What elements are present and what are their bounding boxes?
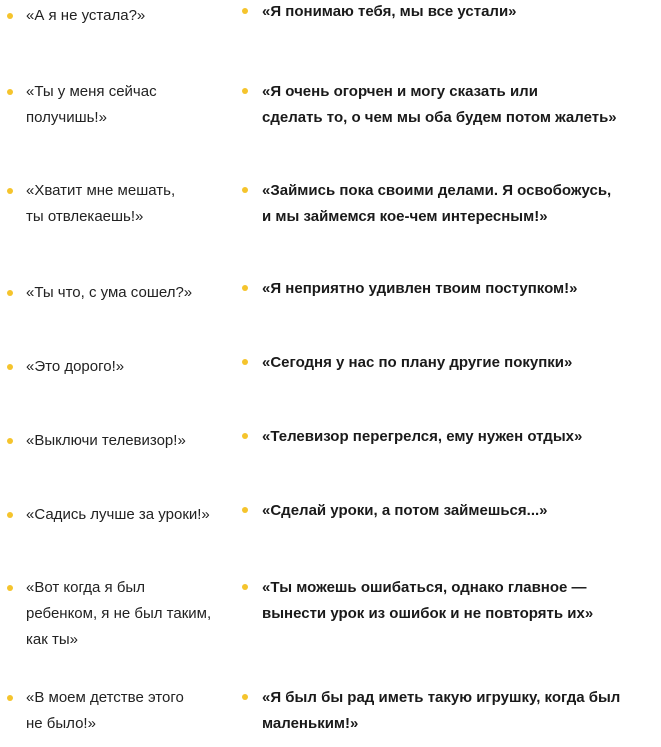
text-line: получишь!» [26, 109, 107, 126]
phrase-to-use-text [262, 575, 593, 627]
text-line: как ты» [26, 631, 78, 648]
bullet-dot-icon [7, 438, 13, 444]
text-line: «Телевизор перегрелся, ему нужен отдых» [262, 428, 583, 445]
phrase-to-use-text [262, 498, 548, 524]
text-line: ребенком, я не был таким, [26, 605, 212, 622]
text-line: «Я был бы рад иметь такую игрушку, когда был [262, 689, 621, 706]
text-line: вынести урок из ошибок и не повторять их» [262, 605, 594, 622]
text-line: маленьким!» [262, 715, 359, 732]
phrase-to-avoid-text [26, 685, 184, 737]
text-line: «Ты можешь ошибаться, однако главное — [262, 579, 587, 596]
phrase-to-avoid-text [26, 354, 124, 380]
bullet-dot-icon [7, 695, 13, 701]
text-line: и мы займемся кое-чем интересным!» [262, 208, 548, 225]
text-line: «Займись пока своими делами. Я освобожусь, [262, 182, 612, 199]
phrase-to-avoid-text [26, 3, 145, 29]
text-line: «Выключи телевизор!» [26, 432, 186, 449]
bullet-dot-icon [242, 359, 248, 365]
phrase-to-avoid-text [26, 428, 186, 454]
text-line: «Я очень огорчен и могу сказать или [262, 83, 538, 100]
bullet-dot-icon [242, 507, 248, 513]
phrase-to-use-text [262, 79, 617, 131]
bullet-dot-icon [242, 285, 248, 291]
phrase-to-use-text [262, 685, 620, 737]
phrase-to-use-text [262, 424, 582, 450]
text-line: «Ты что, с ума сошел?» [26, 284, 193, 301]
text-line: «Я понимаю тебя, мы все устали» [262, 3, 517, 20]
text-line: «Сделай уроки, а потом займешься...» [262, 502, 548, 519]
bullet-dot-icon [7, 13, 13, 19]
bullet-dot-icon [242, 187, 248, 193]
text-line: «Сегодня у нас по плану другие покупки» [262, 354, 573, 371]
phrase-to-avoid-text [26, 178, 175, 230]
bullet-dot-icon [7, 89, 13, 95]
bullet-dot-icon [7, 290, 13, 296]
bullet-dot-icon [7, 585, 13, 591]
text-line: «А я не устала?» [26, 7, 146, 24]
phrase-to-use-text [262, 276, 577, 302]
bullet-dot-icon [7, 512, 13, 518]
phrase-to-use-text [262, 178, 611, 230]
phrase-to-avoid-text [26, 575, 211, 653]
text-line: «Хватит мне мешать, [26, 182, 176, 199]
text-line: «Я неприятно удивлен твоим поступком!» [262, 280, 578, 297]
bullet-dot-icon [242, 88, 248, 94]
text-line: «Садись лучше за уроки!» [26, 506, 210, 523]
text-line: «Это дорого!» [26, 358, 125, 375]
phrase-to-avoid-text [26, 280, 192, 306]
text-line: «Ты у меня сейчас [26, 83, 157, 100]
phrase-to-use-text [262, 350, 572, 376]
phrase-to-use-text [262, 0, 517, 25]
bullet-dot-icon [7, 364, 13, 370]
text-line: ты отвлекаешь!» [26, 208, 144, 225]
text-line: не было!» [26, 715, 96, 732]
text-line: сделать то, о чем мы оба будем потом жалеть» [262, 109, 617, 126]
phrase-to-avoid-text [26, 502, 210, 528]
phrase-to-avoid-text [26, 79, 157, 131]
bullet-dot-icon [242, 694, 248, 700]
bullet-dot-icon [7, 188, 13, 194]
text-line: «Вот когда я был [26, 579, 145, 596]
text-line: «В моем детстве этого [26, 689, 184, 706]
bullet-dot-icon [242, 433, 248, 439]
bullet-dot-icon [242, 8, 248, 14]
bullet-dot-icon [242, 584, 248, 590]
